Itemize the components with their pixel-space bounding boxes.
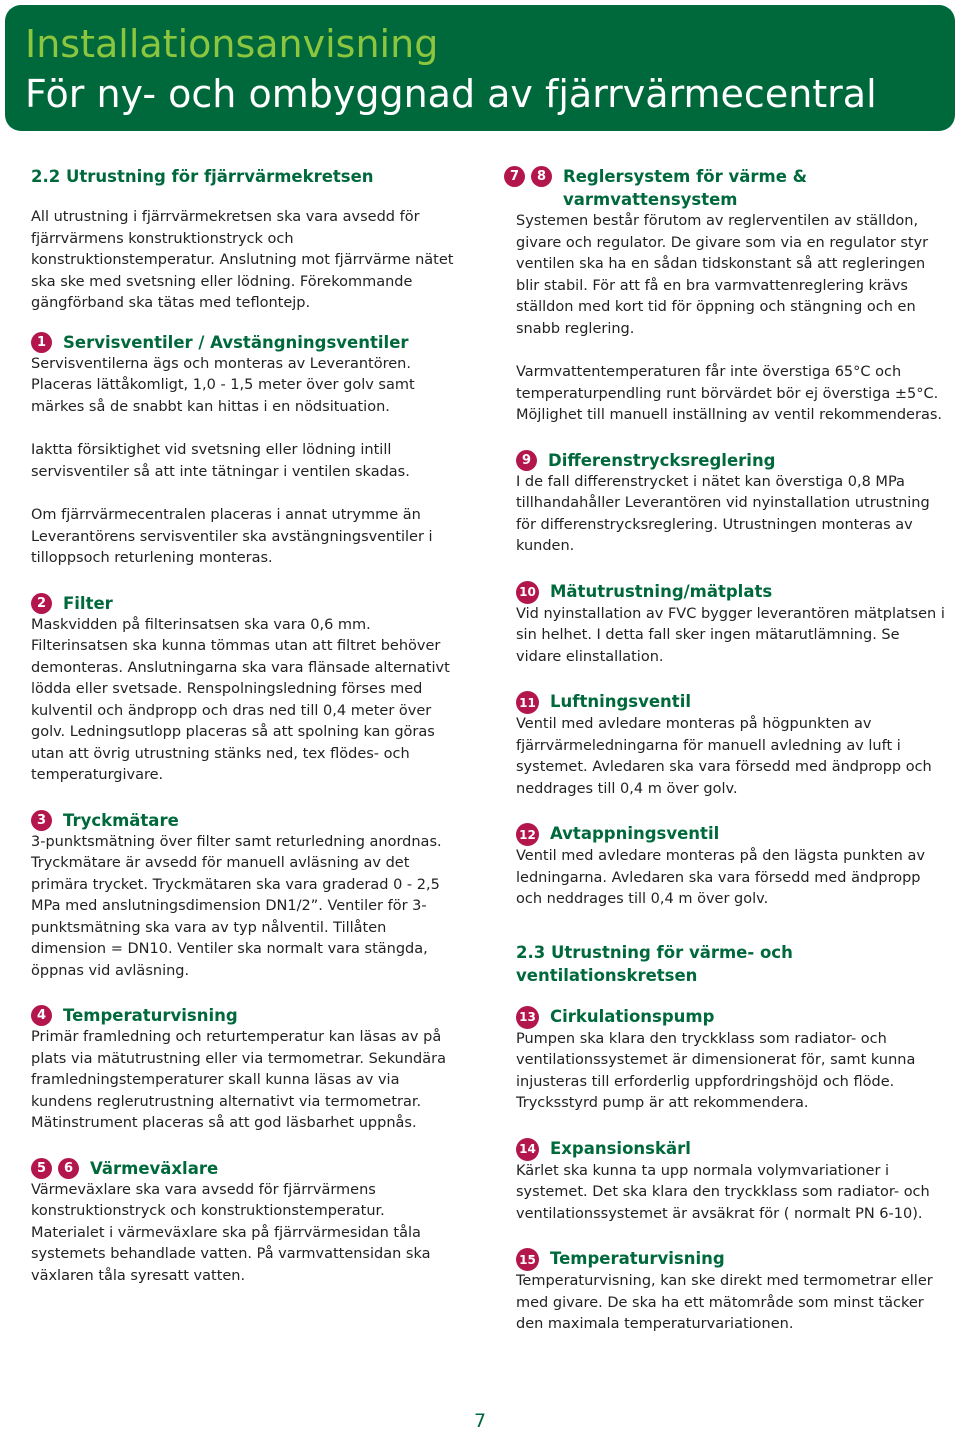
document-subtitle: För ny- och ombyggnad av fjärrvärmecentral	[25, 72, 877, 116]
section-header	[516, 822, 946, 846]
section-heading: Cirkulationspump	[550, 1006, 715, 1026]
section-body: Servisventilerna ägs och monteras av Leverantören. Placeras lättåkomligt, 1,0 - 1,5 meter över golv samt märkes så de snabbt kan hittas i en nödsituation.	[31, 355, 415, 415]
paragraph-varmvattentemperatur	[516, 362, 946, 427]
number-badge: 14	[516, 1138, 539, 1161]
section-body: Pumpen ska klara den tryckklass som radiator- och ventilationssystemet är dimensionerat för, samt kunna injusteras till erforderlig uppfordringshöjd och flöde. Trycksstyrd pump är att rekommendera.	[516, 1030, 916, 1111]
number-badge: 5	[31, 1158, 52, 1179]
section-expansionskarl	[516, 1137, 946, 1226]
section-header	[31, 592, 461, 615]
section-heading: Temperaturvisning	[63, 1006, 238, 1025]
section-body: Maskvidden på filterinsatsen ska vara 0,6 mm. Filterinsatsen ska kunna tömmas utan att filtret behöver demonteras. Anslutningarna ska vara flänsade alternativt lödda eller svetsade. Renspolningsledning förses med kulventil och ändpropp och dras ned till 0,4 meter över golv. Ledningsutlopp placeras så att spolning kan göras utan att övrig utrustning stänks ned, tex flödes- och temperaturgivare.	[31, 616, 450, 783]
section-heading: Servisventiler / Avstängningsventiler	[63, 332, 409, 352]
section-header	[516, 1247, 946, 1271]
number-badge: 8	[531, 166, 552, 187]
section-temperaturvisning-2	[516, 1247, 946, 1336]
section-heading: Tryckmätare	[63, 810, 179, 830]
section-header	[31, 331, 461, 354]
page-number: 7	[473, 1410, 487, 1432]
section-heading: Expansionskärl	[550, 1138, 691, 1158]
section-avtappningsventil	[516, 822, 946, 911]
section-tryckmatare	[31, 809, 461, 983]
section-heading: Värmeväxlare	[90, 1158, 219, 1178]
section-filter	[31, 592, 461, 787]
right-column	[509, 165, 946, 1336]
section-heading: Luftningsventil	[550, 692, 691, 711]
section-body: Ventil med avledare monteras på den lägsta punkten av ledningarna. Avledaren ska vara försedd med ändpropp och neddrages till 0,4 m över golv.	[516, 848, 925, 907]
section-heading: Mätutrustning/mätplats	[550, 581, 773, 601]
number-badge: 7	[504, 166, 525, 187]
number-badge: 13	[516, 1006, 539, 1029]
section-body: Kärlet ska kunna ta upp normala volymvariationer i systemet. Det ska klara den tryckklass som radiator- och ventilationssystemet är avsäkrat för ( normalt PN 6-10).	[516, 1162, 930, 1222]
paragraph-text: Varmvattentemperaturen får inte överstiga 65°C och temperaturpendling runt börvärdet bör ej överstiga ±5°C. Möjlighet till manuell inställning av ventil rekommenderas.	[516, 364, 942, 423]
page-header	[5, 5, 955, 131]
section-body: 3-punktsmätning över filter samt returledning anordnas. Tryckmätare är avsedd för manuell avläsning av det primära trycket. Tryckmätaren ska vara graderad 0 - 2,5 MPa med anslutningsdimension DN1/2”. Ventiler för 3-punktsmätning ska vara av typ nålventil. Tillåten dimension = DN10. Ventiler ska normalt vara stängda, öppnas vid avläsning.	[31, 833, 442, 979]
paragraph-text: Om fjärrvärmecentralen placeras i annat utrymme än Leverantörens servisventiler ska avstängningsventiler i tilloppsoch returlening monteras.	[31, 507, 433, 566]
section-varmevaxlare	[31, 1157, 461, 1288]
section-temperaturvisning	[31, 1004, 461, 1135]
paragraph-iaktta	[31, 440, 461, 483]
number-badge: 15	[516, 1248, 539, 1271]
section-header	[509, 165, 946, 211]
number-badge: 3	[31, 810, 52, 831]
section-body: Ventil med avledare monteras på högpunkten av fjärrvärmeledningarna för manuell avledning av luft i systemet. Avledaren ska vara försedd med ändpropp och neddrages till 0,4 m över golv.	[516, 716, 932, 797]
section-reglersystem	[509, 165, 946, 340]
section-body: Primär framledning och returtemperatur kan läsas av på plats via mätutrustning eller via termometrar. Sekundära framledningstemperaturer skall kunna läsas av via kundens reglerutrustning alternativt via termometrar. Mätinstrument placeras så att god läsbarhet uppnås.	[31, 1029, 446, 1131]
document-title: Installationsanvisning	[25, 22, 439, 66]
number-badge: 1	[31, 332, 52, 353]
number-badge: 11	[516, 691, 539, 714]
section-header	[516, 1137, 946, 1161]
section-heading: 2.2 Utrustning för fjärrvärmekretsen	[31, 167, 374, 186]
section-body: I de fall differenstrycket i nätet kan överstiga 0,8 MPa tillhandahåller Leverantören vid nyinstallation utrustning för differenstrycksreglering. Utrustningen monteras av kunden.	[516, 473, 930, 554]
section-2-3	[516, 941, 946, 987]
section-matutrustning	[516, 580, 946, 669]
section-header	[516, 580, 946, 604]
section-heading: 2.3 Utrustning för värme- och ventilationskretsen	[516, 942, 793, 985]
section-body: Vid nyinstallation av FVC bygger leverantören mätplatsen i sin helhet. I detta fall sker ingen mätarutlämning. Se vidare elinstallation.	[516, 605, 945, 665]
section-body: Systemen består förutom av reglerventilen av ställdon, givare och regulator. De givare som via en regulator styr ventilen ska ha en sådan tidskonstant så att regleringen blir stabil. För att få en bra varmvattenreglering krävs ställdon med kort tid för öppning och stängning och en snabb reglering.	[516, 213, 929, 337]
number-badge: 10	[516, 581, 539, 604]
section-header	[31, 809, 461, 832]
paragraph-text: Iaktta försiktighet vid svetsning eller lödning intill servisventiler så att inte tätningar i ventilen skadas.	[31, 442, 410, 480]
section-heading: Avtappningsventil	[550, 824, 720, 843]
section-heading: Reglersystem för värme & varmvattensystem	[563, 167, 808, 209]
number-badge: 6	[58, 1158, 79, 1179]
paragraph-placering	[31, 505, 461, 570]
number-badge: 4	[31, 1005, 52, 1026]
section-heading: Filter	[63, 593, 113, 613]
section-header	[31, 1004, 461, 1027]
section-header	[516, 449, 946, 472]
left-column	[31, 165, 461, 1287]
section-body: Temperaturvisning, kan ske direkt med termometrar eller med givare. De ska ha ett mätområde som minst täcker den maximala temperaturvariationen.	[516, 1273, 933, 1332]
number-badge: 9	[516, 450, 537, 471]
section-body: Värmeväxlare ska vara avsedd för fjärrvärmens konstruktionstryck och konstruktionstemperatur. Materialet i värmeväxlare ska på fjärrvärmesidan tåla systemets behandlade vatten. På varmvattensidan ska växlaren tåla syresatt vatten.	[31, 1181, 431, 1284]
section-header	[516, 690, 946, 714]
number-badge: 2	[31, 593, 52, 614]
section-header	[31, 1157, 461, 1180]
section-heading: Temperaturvisning	[550, 1249, 725, 1268]
section-cirkulationspump	[516, 1005, 946, 1115]
section-heading: Differenstrycksreglering	[548, 450, 776, 470]
section-luftningsventil	[516, 690, 946, 800]
section-servisventiler	[31, 331, 461, 419]
number-badge: 12	[516, 823, 539, 846]
section-body: All utrustning i fjärrvärmekretsen ska vara avsedd för fjärrvärmens konstruktionstryck och konstruktionstemperatur. Anslutning mot fjärrvärme nätet ska ske med svetsning eller lödning. Förekommande gängförband ska tätas med teflontejp.	[31, 209, 454, 311]
section-2-2	[31, 165, 461, 315]
section-differenstryck	[516, 449, 946, 558]
section-header	[516, 1005, 946, 1029]
